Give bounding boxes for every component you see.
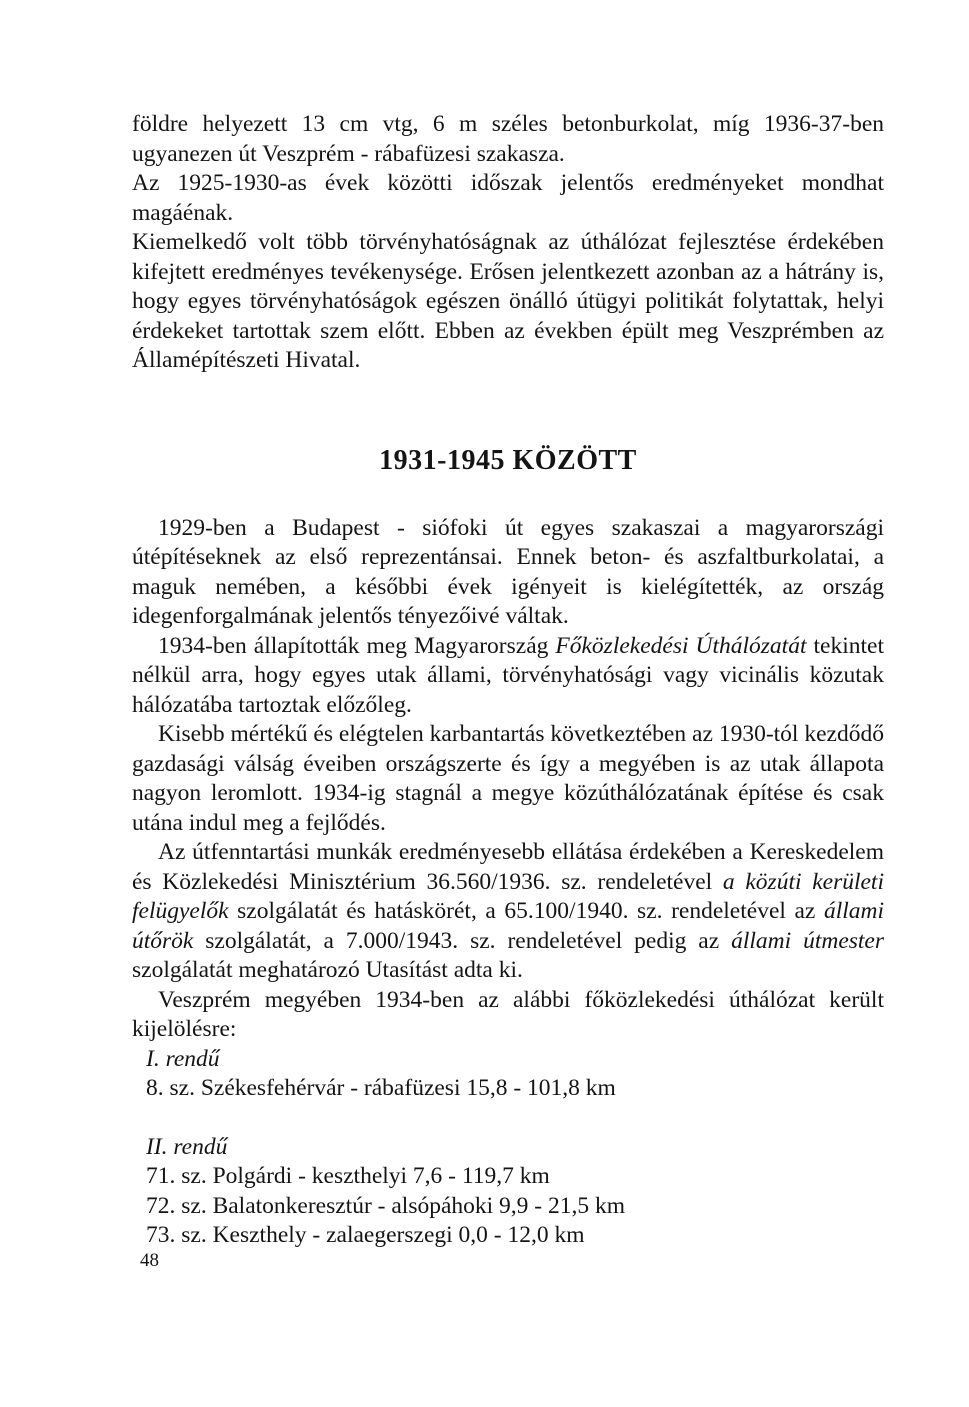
section-body — [132, 514, 884, 1045]
road-list-item: 8. sz. Székesfehérvár - rábafüzesi 15,8 - 101,8 km — [146, 1075, 616, 1101]
body-paragraph-4-emphasis-1: a közúti kerületi felügyelők — [132, 868, 884, 924]
body-paragraph-5: Veszprém megyében 1934-ben az alábbi főközlekedési úthálózat került kijelölésre: — [132, 986, 884, 1042]
body-paragraph-4-emphasis-3: állami útmester — [731, 927, 884, 954]
road-group-title-2: II. rendű — [146, 1133, 228, 1160]
body-paragraph-4-emphasis-2: állami útőrök — [132, 898, 884, 954]
intro-text — [132, 110, 884, 376]
intro-paragraph-1: földre helyezett 13 cm vtg, 6 m széles betonburkolat, míg 1936-37-ben ugyanezen út Veszprém - rábafüzesi szakasza. — [132, 111, 884, 167]
body-paragraph-2-text-a: 1934-ben állapították meg Magyarország — [158, 632, 556, 659]
road-list-item: 73. sz. Keszthely - zalaegerszegi 0,0 - 12,0 km — [146, 1222, 585, 1248]
body-paragraph-2 — [132, 632, 884, 721]
road-list — [146, 1045, 884, 1251]
section-title: 1931-1945 KÖZÖTT — [379, 444, 637, 476]
body-paragraph-4 — [132, 838, 884, 986]
list-gap — [146, 1104, 884, 1133]
page-content — [132, 110, 884, 1251]
body-paragraph-2-emphasis: Főközlekedési Úthálózatát — [555, 632, 807, 659]
road-list-item: 72. sz. Balatonkeresztúr - alsópáhoki 9,9 - 21,5 km — [146, 1192, 626, 1219]
page-number: 48 — [140, 1250, 159, 1271]
body-paragraph-4-text-d: szolgálatát meghatározó Utasítást adta ki. — [132, 957, 523, 983]
intro-paragraph-3: Kiemelkedő volt több törvényhatóságnak az úthálózat fejlesztése érdekében kifejtett eredményes tevékenysége. Erősen jelentkezett azonban az a hátrány is, hogy egyes törvényhatóságok egészen önálló útügyi politikát folytattak, helyi érdekeket tartottak szem előtt. Ebben az években épült meg Veszprémben az Államépítészeti Hivatal. — [132, 229, 884, 373]
body-paragraph-1: 1929-ben a Budapest - siófoki út egyes szakaszai a magyarországi útépítéseknek az első reprezentánsai. Ennek beton- és aszfaltburkolatai, a maguk nemében, a későbbi évek igényeit is kielégítették, az ország idegenforgalmának jelentős tényezőivé váltak. — [132, 514, 884, 629]
intro-paragraph-2: Az 1925-1930-as évek közötti időszak jelentős eredményeket mondhat magáénak. — [132, 170, 884, 226]
body-paragraph-4-text-a: Az útfenntartási munkák eredményesebb ellátása érdekében a Kereskedelem és Közlekedési Minisztérium 36.560/1936. sz. rendeletével — [132, 839, 884, 895]
body-paragraph-3: Kisebb mértékű és elégtelen karbantartás következtében az 1930-tól kezdődő gazdasági válság éveiben országszerte és így a megyében is az utak állapota nagyon leromlott. 1934-ig stagnál a megye közúthálózatának építése és csak utána indul meg a fejlődés. — [132, 721, 884, 836]
body-paragraph-4-text-c: szolgálatát, a 7.000/1943. sz. rendeletével pedig az — [193, 927, 732, 954]
body-paragraph-2-text-b: tekintet nélkül arra, hogy egyes utak állami, törvényhatósági vagy vicinális közutak hálózatába tartoztak előzőleg. — [132, 632, 884, 718]
road-list-item: 71. sz. Polgárdi - keszthelyi 7,6 - 119,7 km — [146, 1163, 550, 1189]
road-group-title-1: I. rendű — [146, 1045, 220, 1072]
body-paragraph-4-text-b: szolgálatát és hatáskörét, a 65.100/1940. sz. rendeletével az — [228, 898, 824, 924]
